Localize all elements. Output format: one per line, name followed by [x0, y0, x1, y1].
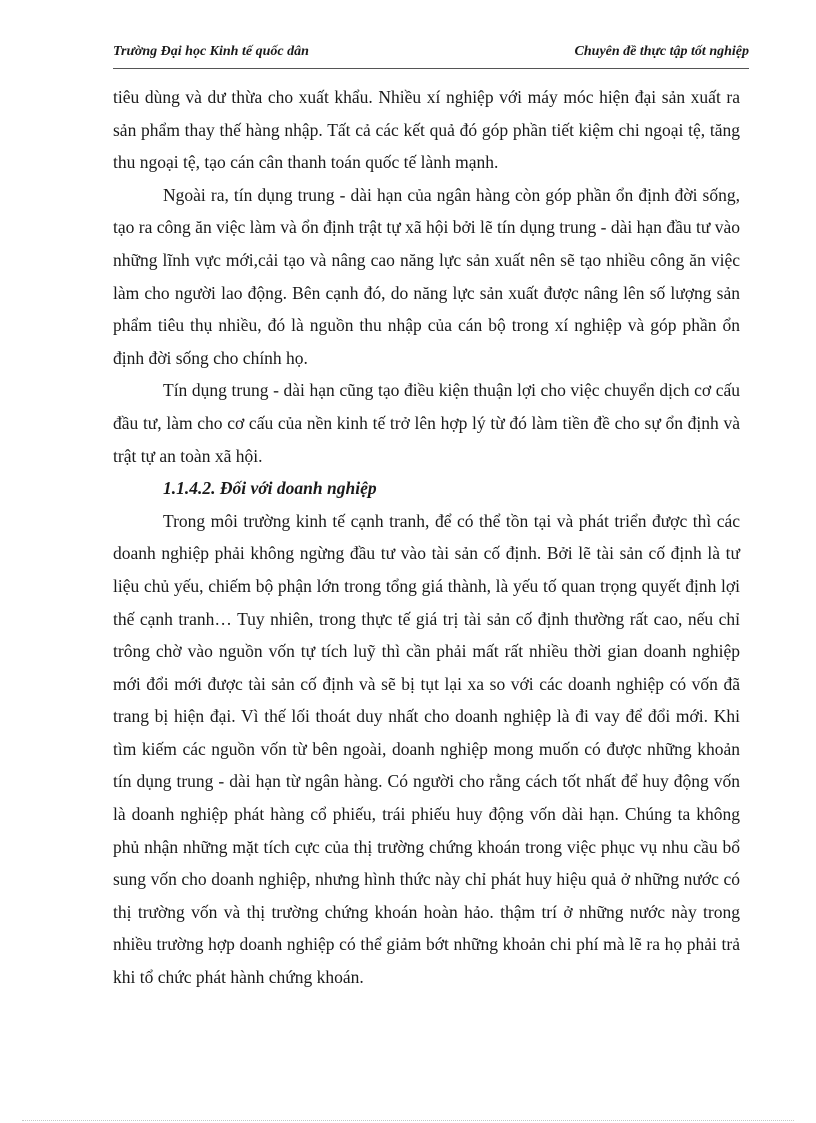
paragraph-social-stability: Ngoài ra, tín dụng trung - dài hạn của ngân hàng còn góp phần ổn định đời sống, tạo ra công ăn việc làm và ổn định trật tự xã hội bởi lẽ tín dụng trung - dài hạn đầu tư vào những lĩnh vực mới,cải tạo và nâng cao năng lực sản xuất nên sẽ tạo nhiều công ăn việc làm cho người lao động. Bên cạnh đó, do năng lực sản xuất được nâng lên số lượng sản phẩm tiêu thụ nhiều, đó là nguồn thu nhập của cán bộ trong xí nghiệp và góp phần ổn định đời sống cho chính họ.: [113, 184, 740, 368]
page-bottom-border: [22, 1120, 794, 1121]
header-university: Trường Đại học Kinh tế quốc dân: [113, 44, 309, 59]
paragraph-enterprises: Trong môi trường kinh tế cạnh tranh, để có thể tồn tại và phát triển được thì các doanh nghiệp phải không ngừng đầu tư vào tài sản cố định. Bởi lẽ tài sản cố định là tư liệu chủ yếu, chiếm bộ phận lớn trong tổng giá thành, là yếu tố quan trọng quyết định lợi thế cạnh tranh… Tuy nhiên, trong thực tế giá trị tài sản cố định thường rất cao, nếu chỉ trông chờ vào nguồn vốn tự tích luỹ thì cần phải mất rất nhiều thời gian doanh nghiệp mới đổi mới được tài sản cố định và sẽ bị tụt lại xa so với các doanh nghiệp có vốn đã trang bị hiện đại. Vì thế lối thoát duy nhất cho doanh nghiệp là đi vay để đổi mới. Khi tìm kiếm các nguồn vốn từ bên ngoài, doanh nghiệp mong muốn có được những khoản tín dụng trung - dài hạn từ ngân hàng. Có người cho rằng cách tốt nhất để huy động vốn là doanh nghiệp phát hàng cổ phiếu, trái phiếu huy động vốn dài hạn. Chúng ta không phủ nhận những mặt tích cực của thị trường chứng khoán trong việc phục vụ nhu cầu bổ sung vốn cho doanh nghiệp, nhưng hình thức này chỉ phát huy hiệu quả ở những nước có thị trường vốn và thị trường chứng khoán hoàn hảo. thậm trí ở những nước này trong nhiều trường hợp doanh nghiệp có thể giảm bớt những khoản chi phí mà lẽ ra họ phải trả khi tổ chức phát hành chứng khoán.: [113, 510, 740, 988]
page-header: [113, 44, 749, 66]
header-divider: [113, 68, 749, 69]
section-heading: 1.1.4.2. Đối với doanh nghiệp: [163, 478, 377, 499]
header-document-type: Chuyên đề thực tập tốt nghiệp: [574, 44, 749, 59]
document-body: [113, 81, 740, 994]
paragraph-investment-structure: Tín dụng trung - dài hạn cũng tạo điều kiện thuận lợi cho việc chuyển dịch cơ cấu đầu tư, làm cho cơ cấu của nền kinh tế trở lên hợp lý từ đó làm tiền đề cho sự ổn định và trật tự an toàn xã hội.: [113, 380, 740, 466]
paragraph-continuation: tiêu dùng và dư thừa cho xuất khẩu. Nhiều xí nghiệp với máy móc hiện đại sản xuất ra sản phẩm thay thế hàng nhập. Tất cả các kết quả đó góp phần tiết kiệm chi ngoại tệ, tăng thu ngoại tệ, tạo cán cân thanh toán quốc tế lành mạnh.: [113, 87, 740, 173]
